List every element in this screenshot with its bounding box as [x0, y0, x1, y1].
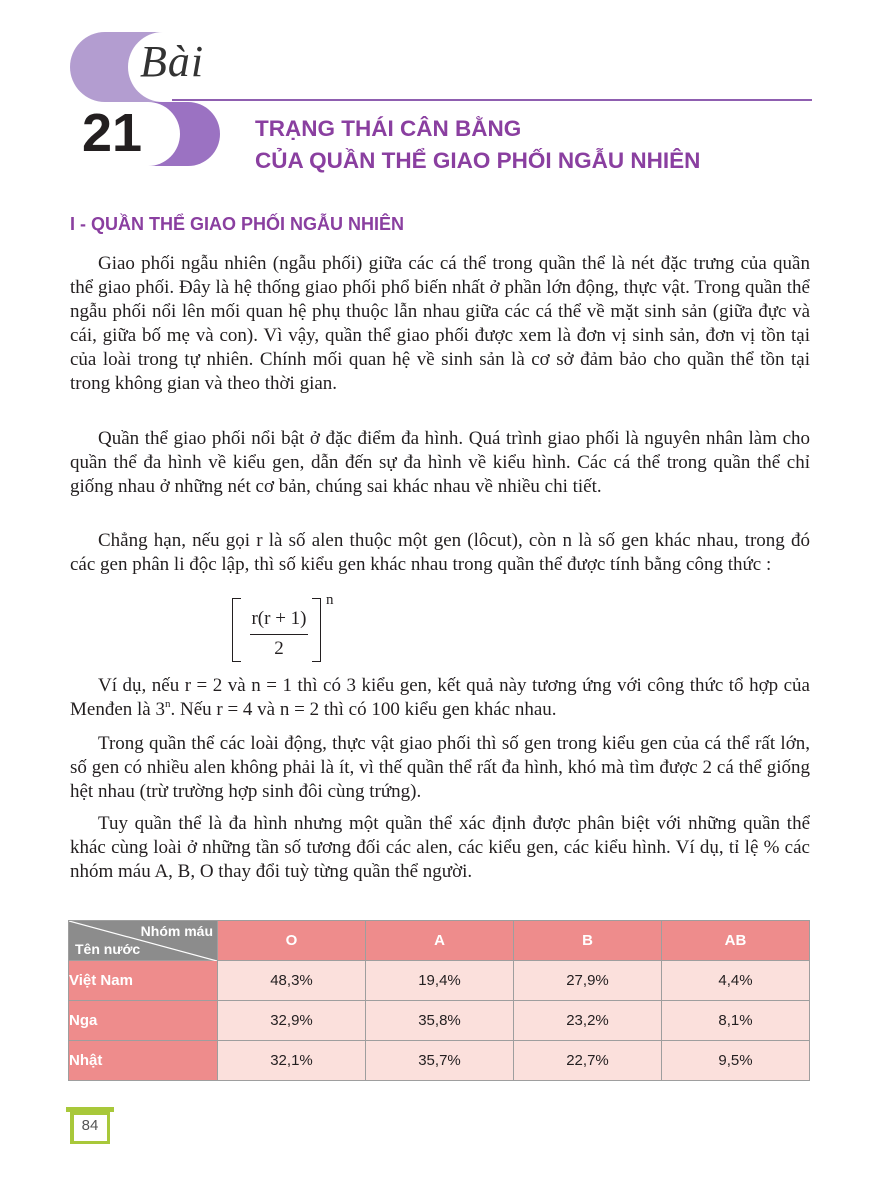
table-corner-header [69, 921, 218, 961]
paragraph-5: Trong quần thể các loài động, thực vật giao phối thì số gen trong kiểu gen của cá thể rất lớn, số gen có nhiều alen không phải là ít, vì thế quần thể rất đa hình, khó mà tìm được 2 cá thể giống hệt nhau (trừ trường hợp sinh đôi cùng trứng). [70, 733, 810, 802]
paragraph-6: Tuy quần thể là đa hình nhưng một quần thể xác định được phân biệt với những quần thể khác cùng loài ở những tần số tương đối các alen, các kiểu gen, các kiểu hình. Ví dụ, tỉ lệ % các nhóm máu A, B, O thay đổi tuỳ từng quần thể người. [70, 813, 810, 882]
column-header: B [514, 921, 662, 961]
header-divider [172, 99, 812, 101]
section-heading: I - QUẦN THỂ GIAO PHỐI NGẪU NHIÊN [70, 214, 405, 234]
table-cell: 32,9% [218, 1001, 366, 1041]
left-bracket [232, 598, 241, 662]
lesson-title-line1: TRẠNG THÁI CÂN BẰNG [255, 116, 522, 141]
row-header: Việt Nam [69, 961, 218, 1001]
genotype-formula [232, 592, 334, 664]
column-header: A [366, 921, 514, 961]
table-cell: 9,5% [662, 1041, 810, 1081]
table-cell: 32,1% [218, 1041, 366, 1081]
page-number: 84 [81, 1117, 99, 1134]
row-header: Nga [69, 1001, 218, 1041]
blood-group-table [68, 920, 810, 1081]
lesson-label: Bài [140, 37, 205, 86]
fraction-bar [250, 634, 308, 635]
table-row [69, 1001, 810, 1041]
table-cell: 23,2% [514, 1001, 662, 1041]
table-cell: 35,7% [366, 1041, 514, 1081]
row-header: Nhật [69, 1041, 218, 1081]
column-header: O [218, 921, 366, 961]
table-cell: 22,7% [514, 1041, 662, 1081]
column-axis-label: Nhóm máu [140, 923, 213, 939]
table-cell: 8,1% [662, 1001, 810, 1041]
paragraph-2: Quần thể giao phối nổi bật ở đặc điểm đa hình. Quá trình giao phối là nguyên nhân làm cho quần thể đa hình về kiểu gen, dẫn đến sự đa hình về kiểu hình. Các cá thể trong quần thể chỉ giống nhau ở những nét cơ bản, chúng sai khác nhau về nhiều chi tiết. [70, 428, 810, 497]
formula-denominator: 2 [274, 638, 284, 659]
right-bracket [312, 598, 321, 662]
table-cell: 4,4% [662, 961, 810, 1001]
paragraph-1: Giao phối ngẫu nhiên (ngẫu phối) giữa các cá thể trong quần thể là nét đặc trưng của quần thể giao phối. Đây là hệ thống giao phối phổ biến nhất ở phần lớn động, thực vật. Trong quần thể ngẫu phối nổi lên mối quan hệ phụ thuộc lẫn nhau giữa các cá thể về mặt sinh sản (giữa đực và cái, giữa bố mẹ và con). Vì vậy, quần thể giao phối được xem là đơn vị sinh sản, đơn vị tồn tại của loài trong tự nhiên. Chính mối quan hệ về sinh sản là cơ sở đảm bảo cho quần thể tồn tại trong không gian và theo thời gian. [70, 253, 810, 394]
formula-numerator: r(r + 1) [251, 608, 307, 629]
paragraph-4-text-b: . Nếu r = 4 và n = 2 thì có 100 kiểu gen khác nhau. [170, 699, 557, 720]
paragraph-4-text-a: Ví dụ, nếu r = 2 và n = 1 thì có 3 kiểu gen, kết quả này tương ứng với công thức tổ hợp của Menđen là 3 [70, 675, 810, 720]
table-cell: 19,4% [366, 961, 514, 1001]
column-header: AB [662, 921, 810, 961]
lesson-title-line2: CỦA QUẦN THỂ GIAO PHỐI NGẪU NHIÊN [255, 148, 701, 173]
table-row [69, 961, 810, 1001]
paragraph-4-superscript: n [164, 698, 171, 710]
table-header-row [69, 921, 810, 961]
formula-exponent: n [326, 592, 334, 608]
table-cell: 35,8% [366, 1001, 514, 1041]
table-row [69, 1041, 810, 1081]
lesson-number: 21 [82, 103, 143, 163]
table-cell: 27,9% [514, 961, 662, 1001]
lesson-title [255, 113, 700, 177]
table-cell: 48,3% [218, 961, 366, 1001]
paragraph-3: Chẳng hạn, nếu gọi r là số alen thuộc một gen (lôcut), còn n là số gen khác nhau, trong đó các gen phân li độc lập, thì số kiểu gen khác nhau trong quần thể được tính bằng công thức : [70, 530, 810, 575]
paragraph-4 [70, 674, 810, 722]
row-axis-label: Tên nước [75, 941, 141, 957]
